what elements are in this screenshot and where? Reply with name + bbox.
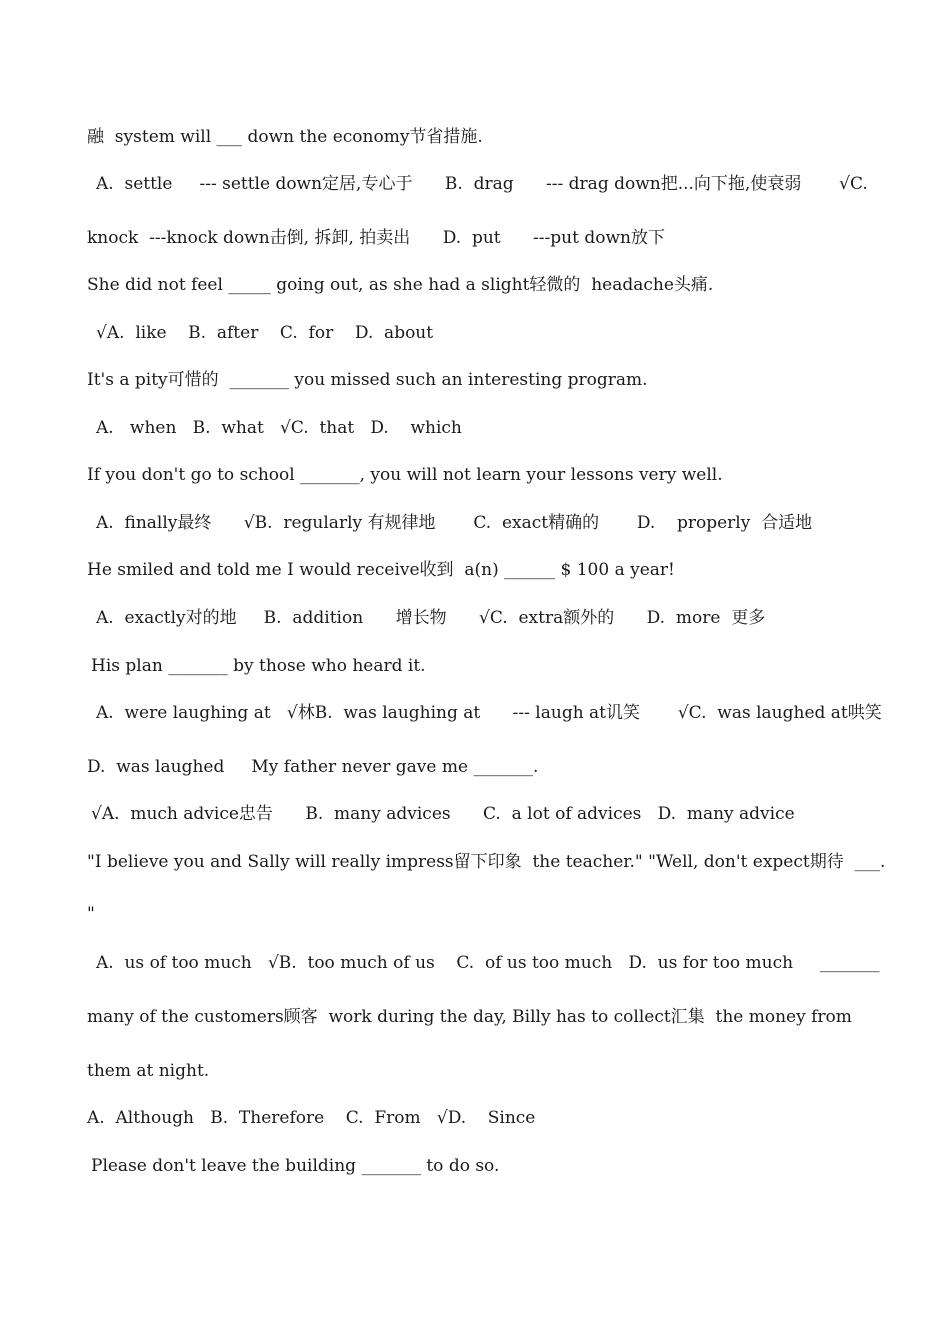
text-line-11: A. exactly对的地 B. addition 增长物 √C. extra额外的 D. more 更多 (96, 608, 766, 628)
text-line-22: Please don't leave the building _______ to do so. (91, 1156, 500, 1176)
text-line-7: A. when B. what √C. that D. which (96, 418, 462, 438)
text-line-10: He smiled and told me I would receive收到 a(n) ______ $ 100 a year! (87, 560, 675, 580)
text-line-4: She did not feel _____ going out, as she had a slight轻微的 headache头痛. (87, 275, 714, 295)
text-line-18: A. us of too much √B. too much of us C. of us too much D. us for too much _______ (96, 953, 880, 973)
text-line-17: " (87, 904, 95, 924)
text-line-8: If you don't go to school _______, you will not learn your lessons very well. (87, 465, 723, 485)
text-line-3: knock ---knock down击倒, 拆卸, 拍卖出 D. put ---put down放下 (87, 228, 665, 248)
text-line-6: It's a pity可惜的 _______ you missed such an interesting program. (87, 370, 648, 390)
text-line-14: D. was laughed My father never gave me _______. (87, 757, 539, 777)
text-line-12: His plan _______ by those who heard it. (91, 656, 426, 676)
text-line-2: A. settle --- settle down定居,专心于 B. drag --- drag down把...向下拖,使衰弱 √C. (96, 174, 868, 194)
text-line-1: 融 system will ___ down the economy节省措施. (87, 127, 483, 147)
text-line-20: them at night. (87, 1061, 210, 1081)
text-line-5: √A. like B. after C. for D. about (96, 323, 434, 343)
text-line-13: A. were laughing at √林B. was laughing at --- laugh at讥笑 √C. was laughed at哄笑 (96, 703, 882, 723)
text-line-9: A. finally最终 √B. regularly 有规律地 C. exact精确的 D. properly 合适地 (96, 513, 813, 533)
text-line-16: "I believe you and Sally will really impress留下印象 the teacher." "Well, don't expect期待 ___. (87, 852, 886, 872)
text-line-15: √A. much advice忠告 B. many advices C. a lot of advices D. many advice (91, 804, 795, 824)
text-line-19: many of the customers顾客 work during the day, Billy has to collect汇集 the money from (87, 1007, 852, 1027)
text-line-21: A. Although B. Therefore C. From √D. Since (87, 1108, 536, 1128)
